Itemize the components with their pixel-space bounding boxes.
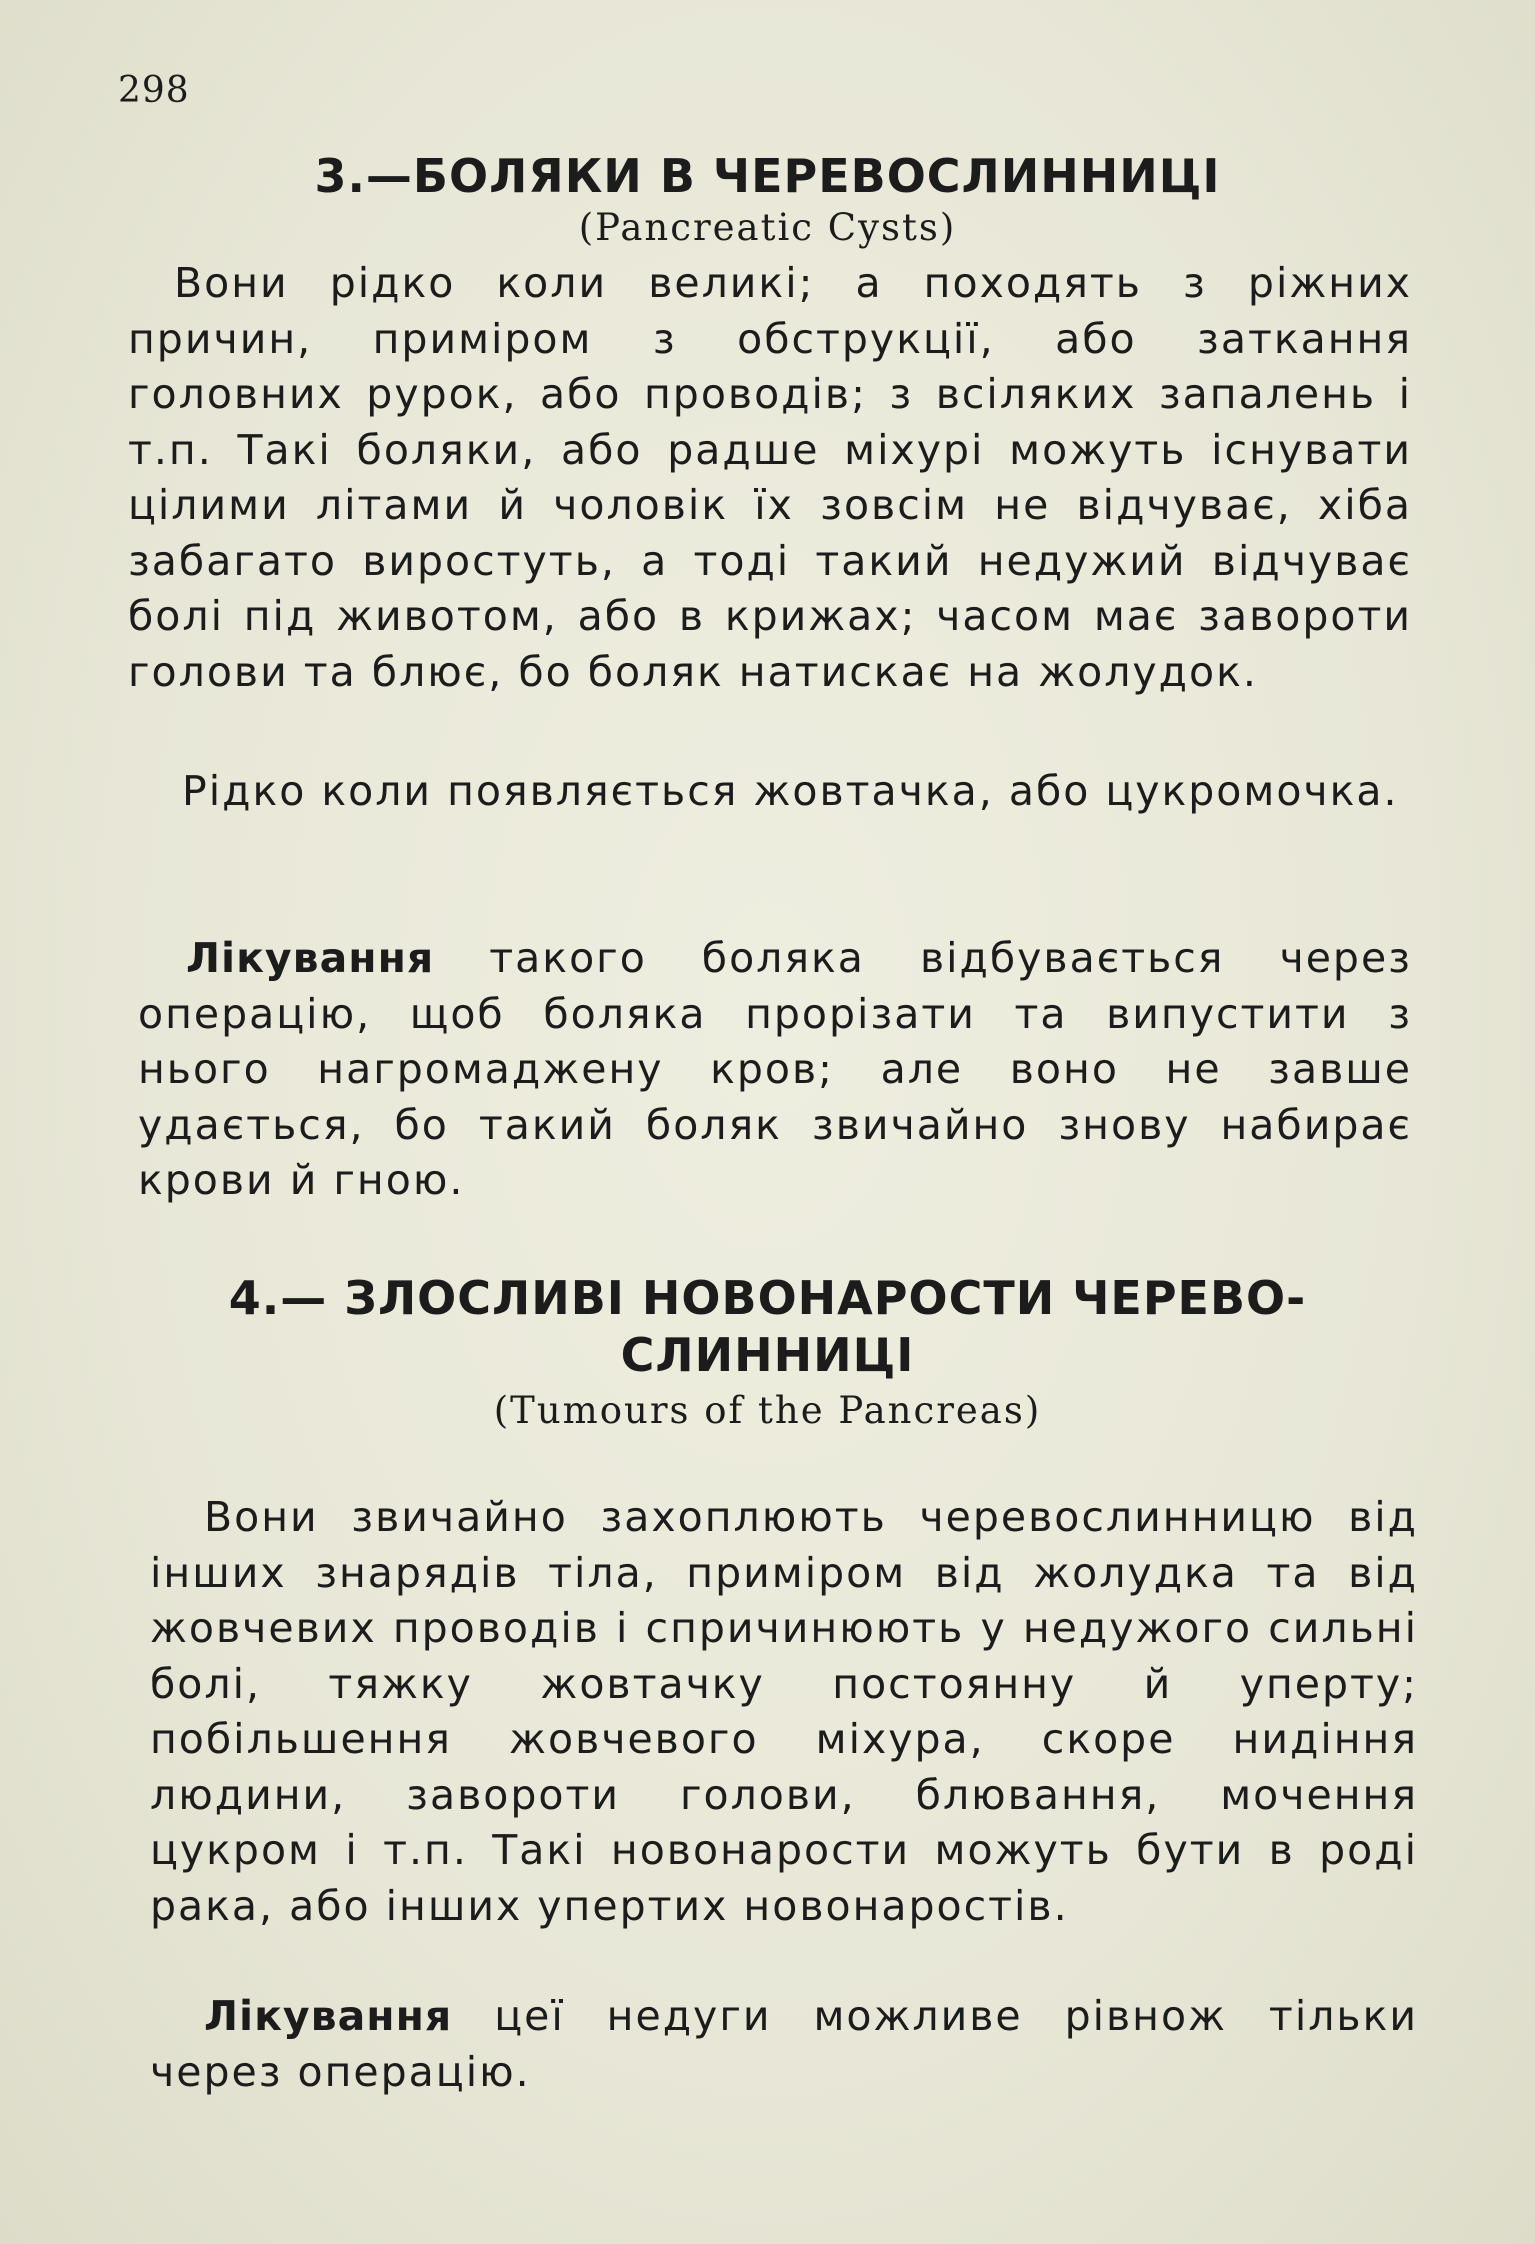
section4-subtitle: (Tumours of the Pancreas) (493, 1389, 1042, 1432)
section4-treatment-label: Лікування (204, 1992, 453, 2040)
section4-treatment-text: цеї недуги можливе рівнож тільки через операцію. (150, 1992, 1418, 2096)
section3-treatment-label: Лікування (186, 934, 435, 982)
section3-paragraph2: Рідко коли появляється жовтачка, або цукромочка. (182, 767, 1399, 815)
section4-heading-line2: СЛИННИЦІ (620, 1328, 915, 1382)
section3-subtitle: (Pancreatic Cysts) (578, 206, 957, 249)
section4-treatment-paragraph (150, 1989, 1418, 2100)
section3-heading: 3.—БОЛЯКИ В ЧЕРЕВОСЛИННИЦІ (314, 149, 1221, 203)
section4-heading-line1: 4.— ЗЛОСЛИВІ НОВОНАРОСТИ ЧЕРЕВО- (228, 1271, 1307, 1325)
section3-treatment-paragraph (138, 931, 1412, 1209)
section4-paragraph1: Вони звичайно захоплюють черевослинницю від інших знарядів тіла, приміром від жолудка та від жовчевих проводів і спричинюють у недужого сильні болі, тяжку жовтачку постоянну й уперту; побільшення жовчевого міхура, скоре нидіння людини, завороти голови, блювання, мочення цукром і т.п. Такі новонарости можуть бути в роді рака, або інших упертих новонаростів. (150, 1493, 1418, 1930)
page-number: 298 (118, 70, 190, 111)
section3-paragraph1: Вони рідко коли великі; а походять з ріжних причин, приміром з обструкції, або заткання головних рурок, або проводів; з всіляких запалень і т.п. Такі боляки, або радше міхурі можуть існувати цілими літами й чоловік їх зовсім не відчуває, хіба забагато виростуть, а тоді такий недужий відчуває болі під животом, або в крижах; часом має завороти голови та блює, бо боляк натискає на жолудок. (128, 259, 1412, 696)
section3-treatment-text: такого боляка відбувається через операцію, щоб боляка прорізати та випустити з нього нагромаджену кров; але воно не завше удається, бо такий боляк звичайно знову набирає крови й гною. (138, 934, 1412, 1204)
